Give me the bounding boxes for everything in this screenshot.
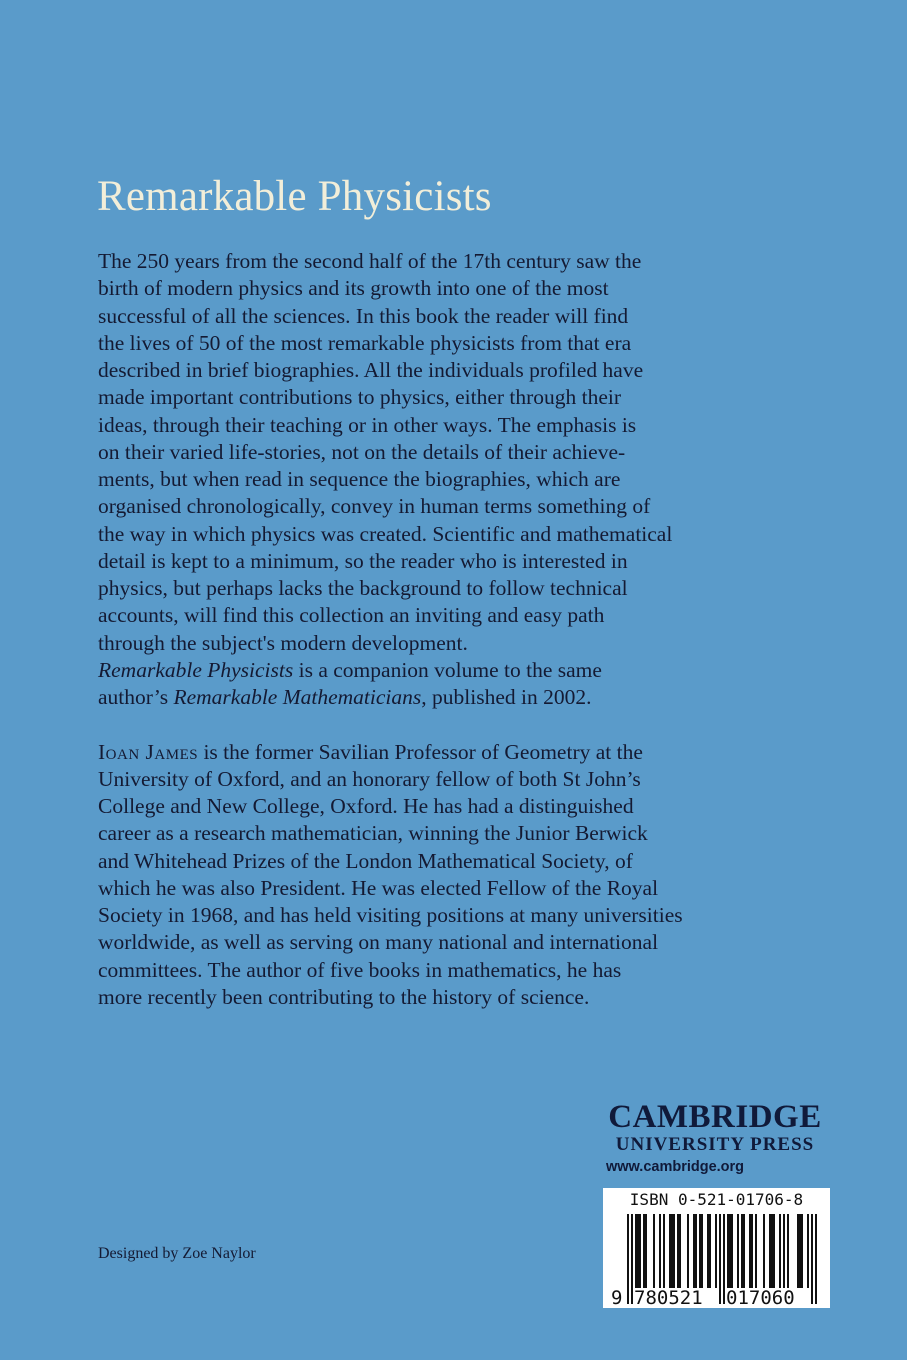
description-line: on their varied life-stories, not on the details of their achieve- bbox=[98, 439, 626, 464]
description-line: described in brief biographies. All the individuals profiled have bbox=[98, 358, 644, 382]
description-line: organised chronologically, convey in human terms something of bbox=[98, 494, 651, 519]
barcode-bar bbox=[679, 1214, 681, 1288]
barcode-bar bbox=[677, 1214, 679, 1288]
barcode-bar bbox=[727, 1214, 729, 1288]
barcode-bar bbox=[699, 1214, 701, 1288]
barcode-bar bbox=[709, 1214, 711, 1288]
barcode-bar bbox=[787, 1214, 789, 1288]
barcode-bar bbox=[779, 1214, 781, 1288]
barcode-bar bbox=[669, 1214, 671, 1288]
author-bio-line: University of Oxford, and an honorary fellow of both St John’s bbox=[98, 766, 641, 791]
companion-text: is a companion volume to the same bbox=[293, 657, 602, 682]
description-line: ments, but when read in sequence the biographies, which are bbox=[98, 467, 621, 491]
companion-book-title: Remarkable Mathematicians bbox=[173, 685, 422, 709]
barcode-bar bbox=[773, 1214, 775, 1288]
barcode-digits: 780521 bbox=[634, 1287, 703, 1308]
barcode-digits: 9 bbox=[611, 1287, 623, 1308]
author-bio-line: committees. The author of five books in mathematics, he has bbox=[98, 957, 622, 982]
barcode-bar bbox=[719, 1214, 721, 1304]
designer-credit: Designed by Zoe Naylor bbox=[98, 1245, 256, 1262]
barcode-bar bbox=[729, 1214, 731, 1288]
barcode-bar bbox=[645, 1214, 647, 1288]
author-bio bbox=[98, 766, 818, 1011]
author-bio-line: worldwide, as well as serving on many national and international bbox=[98, 930, 659, 955]
barcode-bar bbox=[751, 1214, 753, 1288]
barcode-bar bbox=[631, 1214, 633, 1304]
barcode-bar bbox=[755, 1214, 757, 1288]
companion-text: author’s bbox=[98, 685, 174, 709]
companion-line-2 bbox=[98, 684, 818, 711]
barcode-bar bbox=[815, 1214, 817, 1304]
author-bio-line: more recently been contributing to the history of science. bbox=[98, 984, 590, 1009]
author-bio-line: College and New College, Oxford. He has had a distinguished bbox=[98, 794, 634, 818]
barcode-bar bbox=[763, 1214, 765, 1288]
barcode-bar bbox=[639, 1214, 641, 1288]
barcode-bar bbox=[783, 1214, 785, 1288]
barcode-bar bbox=[687, 1214, 689, 1288]
barcode-bar bbox=[743, 1214, 745, 1288]
author-bio-line: which he was also President. He was elected Fellow of the Royal bbox=[98, 875, 659, 900]
barcode-bar bbox=[715, 1214, 717, 1288]
barcode-bar bbox=[741, 1214, 743, 1288]
barcode-bar bbox=[749, 1214, 751, 1288]
barcode-bar bbox=[771, 1214, 773, 1288]
author-bio-line: and Whitehead Prizes of the London Mathematical Society, of bbox=[98, 848, 633, 873]
description-line: birth of modern physics and its growth into one of the most bbox=[98, 276, 609, 301]
author-line-1 bbox=[98, 739, 818, 766]
description-line: successful of all the sciences. In this book the reader will find bbox=[98, 303, 629, 328]
description-line: ideas, through their teaching or in other ways. The emphasis is bbox=[98, 412, 637, 437]
barcode-bar bbox=[637, 1214, 639, 1288]
barcode-bar bbox=[769, 1214, 771, 1288]
barcode-bar bbox=[693, 1214, 695, 1288]
barcode-bar bbox=[723, 1214, 725, 1304]
barcode-bar bbox=[807, 1214, 809, 1288]
author-bio-text: is the former Savilian Professor of Geometry at the bbox=[198, 739, 643, 764]
author-bio-line: career as a research mathematician, winning the Junior Berwick bbox=[98, 821, 648, 846]
publisher-logo bbox=[600, 1100, 830, 1178]
barcode-bar bbox=[737, 1214, 739, 1288]
description-line: The 250 years from the second half of the 17th century saw the bbox=[98, 249, 642, 273]
barcode-bar bbox=[801, 1214, 803, 1288]
barcode-bar bbox=[707, 1214, 709, 1288]
barcode-bar bbox=[653, 1214, 655, 1288]
description-line: through the subject's modern development. bbox=[98, 630, 468, 655]
description-line: the way in which physics was created. Scientific and mathematical bbox=[98, 521, 673, 546]
description-line: made important contributions to physics, either through their bbox=[98, 385, 622, 410]
companion-line-1 bbox=[98, 657, 818, 684]
barcode-bar bbox=[627, 1214, 629, 1304]
barcode-bar bbox=[663, 1214, 665, 1288]
companion-title: Remarkable Physicists bbox=[98, 657, 294, 682]
isbn-label: ISBN 0-521-01706-8 bbox=[629, 1190, 804, 1209]
description-line: accounts, will find this collection an inviting and easy path bbox=[98, 603, 605, 628]
description-line: detail is kept to a minimum, so the reader who is interested in bbox=[98, 548, 628, 573]
barcode-bar bbox=[659, 1214, 661, 1288]
isbn-barcode bbox=[603, 1188, 830, 1308]
description-line: physics, but perhaps lacks the background to follow technical bbox=[98, 576, 628, 600]
barcode-bar bbox=[643, 1214, 645, 1288]
barcode-bar bbox=[635, 1214, 637, 1288]
back-cover-text bbox=[98, 248, 818, 1011]
author-name: Ioan James bbox=[98, 739, 199, 764]
barcode-bar bbox=[811, 1214, 813, 1304]
barcode-bar bbox=[695, 1214, 697, 1288]
companion-text: , published in 2002. bbox=[421, 685, 592, 709]
publisher-website: www.cambridge.org bbox=[606, 1159, 745, 1175]
description-paragraph bbox=[98, 248, 818, 657]
publisher-subname: UNIVERSITY PRESS bbox=[615, 1134, 815, 1155]
barcode-bar bbox=[731, 1214, 733, 1288]
author-bio-line: Society in 1968, and has held visiting positions at many universities bbox=[98, 903, 683, 927]
publisher-name: CAMBRIDGE bbox=[608, 1099, 822, 1135]
barcode-bar bbox=[701, 1214, 703, 1288]
barcode-bar bbox=[799, 1214, 801, 1288]
barcode-bar bbox=[671, 1214, 673, 1288]
description-line: the lives of 50 of the most remarkable physicists from that era bbox=[98, 330, 632, 355]
book-title: Remarkable Physicists bbox=[97, 173, 492, 220]
barcode-bars bbox=[603, 1188, 830, 1308]
barcode-bar bbox=[673, 1214, 675, 1288]
barcode-bar bbox=[797, 1214, 799, 1288]
barcode-digits: 017060 bbox=[726, 1287, 795, 1308]
